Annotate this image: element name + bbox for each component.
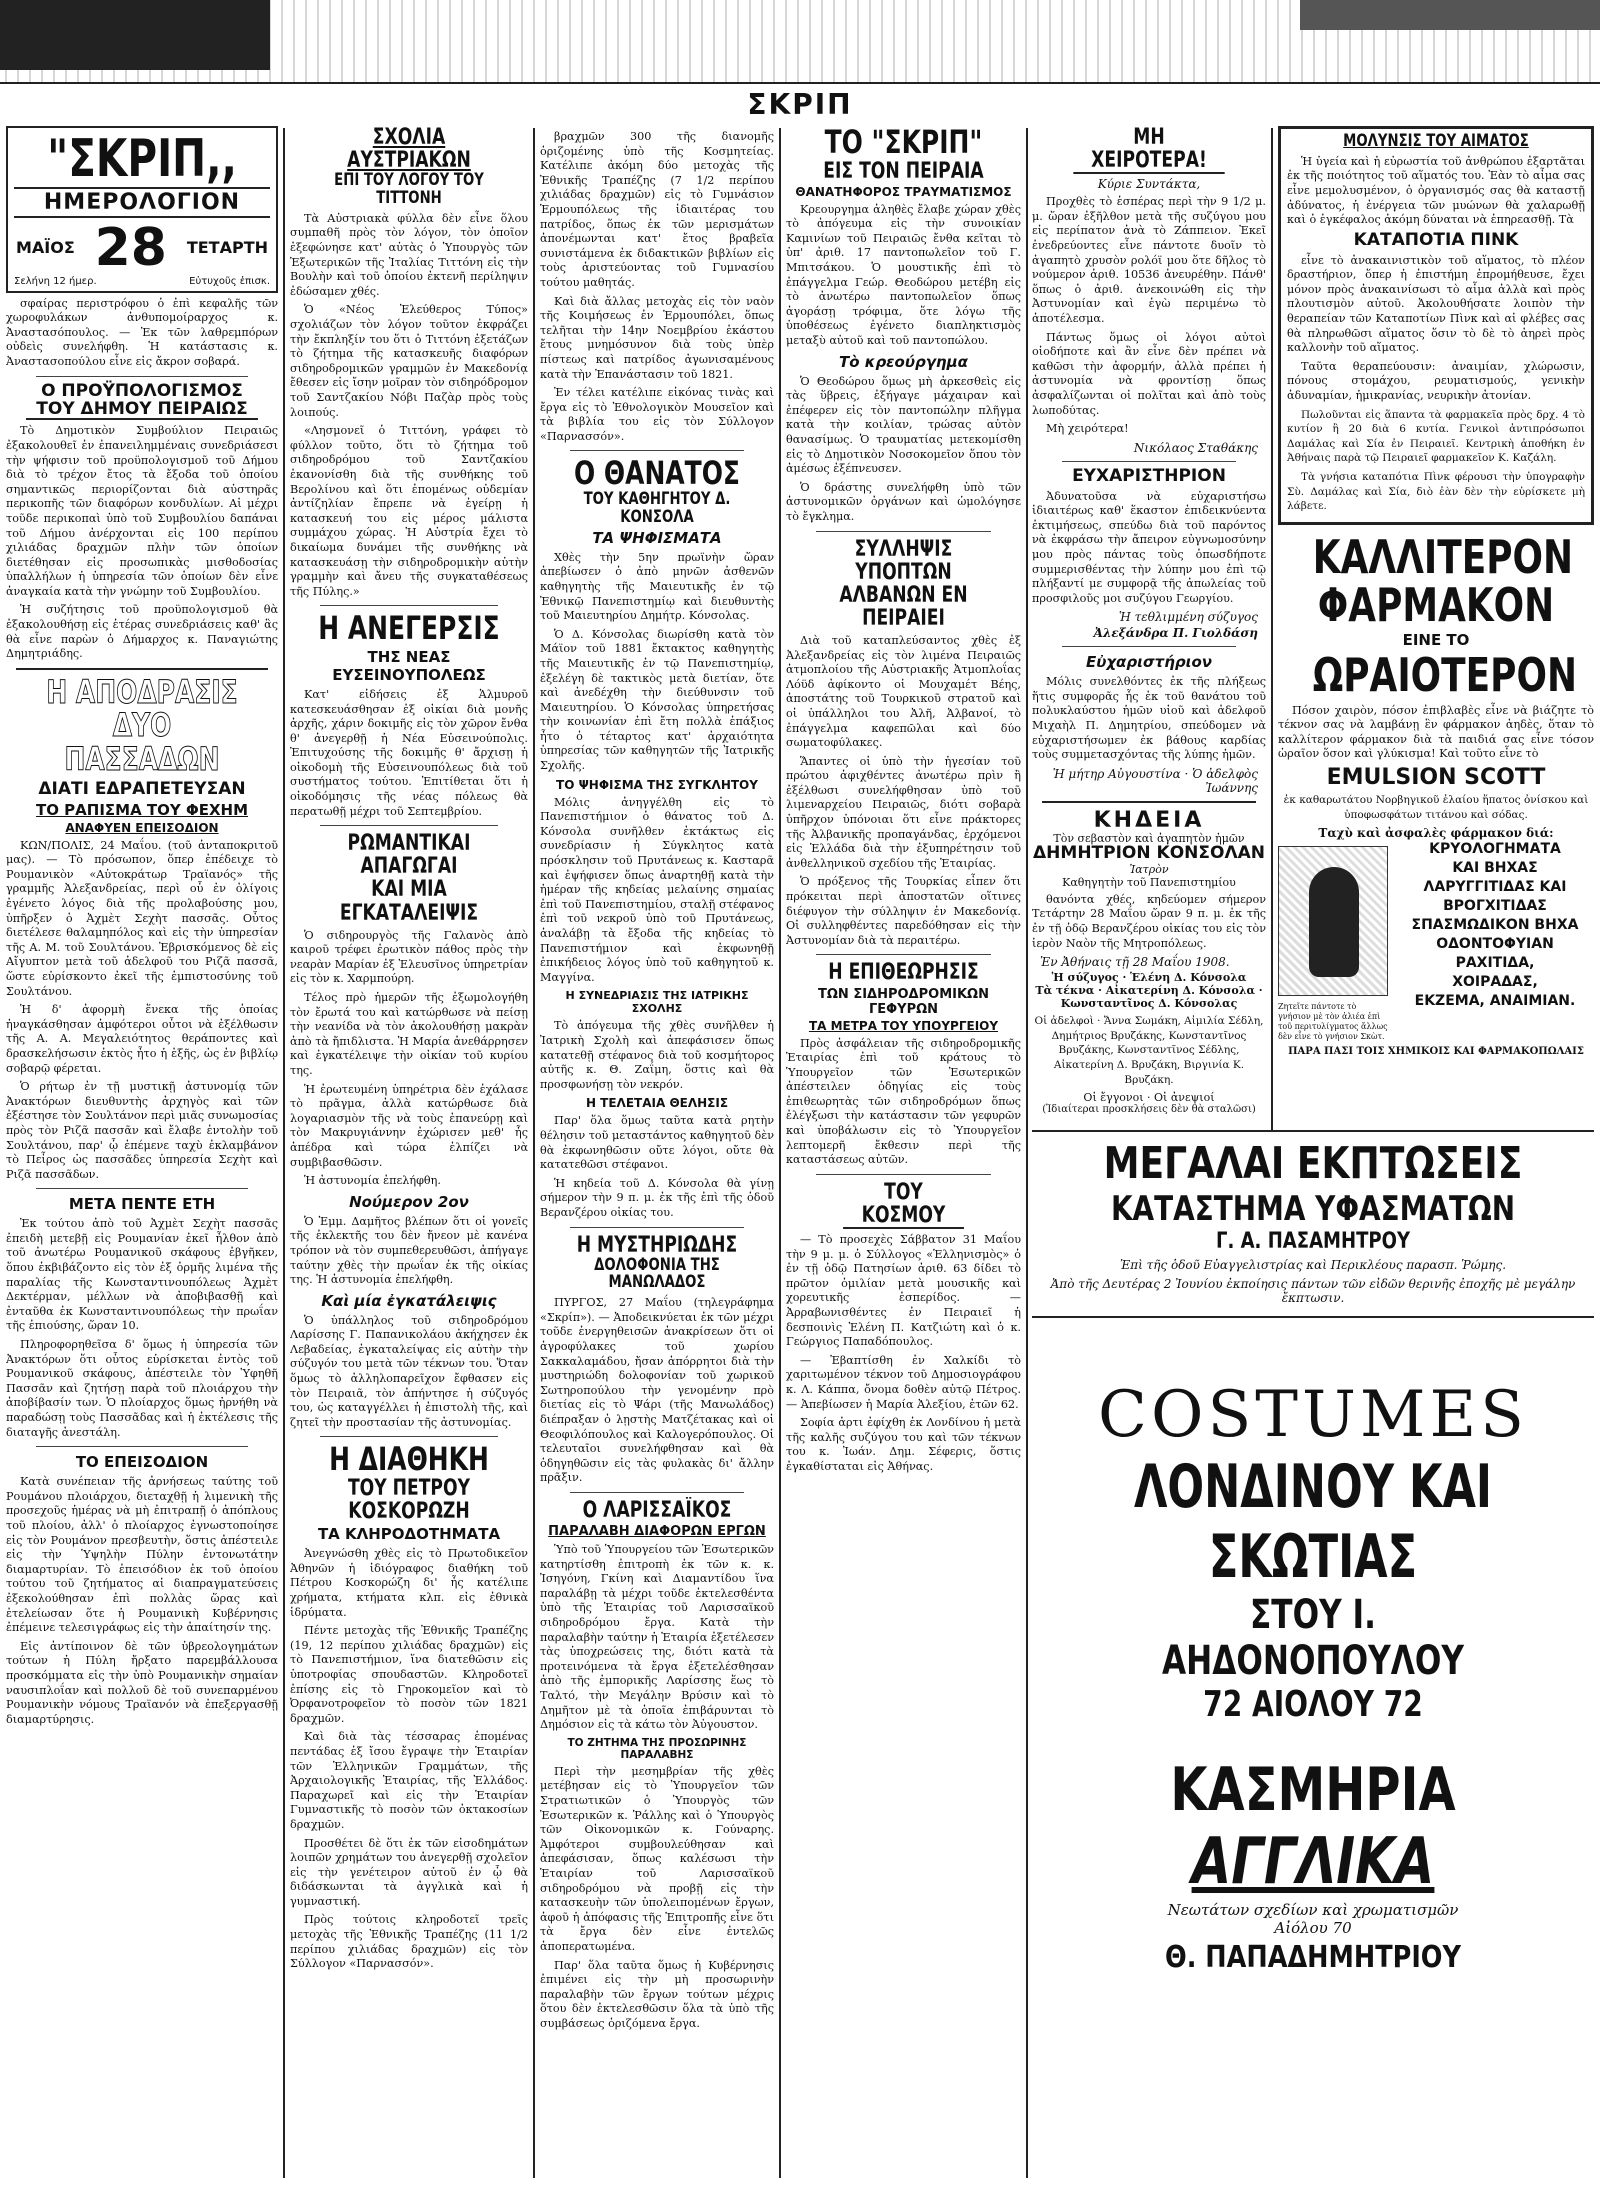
divider <box>570 1227 744 1228</box>
funeral-text: θανόντα χθές, κηδεύομεν σήμερον Τετάρτην 28 Μαΐου ὥραν 9 π. μ. ἐκ τῆς ἐν τῇ ὁδῷ Βερανζέρου οἰκίας του εἰς τὸν ἱερὸν Ναὸν τῆς Μητροπόλεως. <box>1032 892 1266 950</box>
funeral-kin: Οἱ ἔγγονοι · Οἱ ἀνεψιοί <box>1083 1091 1215 1105</box>
article-text: Καὶ διὰ τὰς τέσσαρας ἑπομένας πεντάδας ἐξ ἴσου ἔγραψε τὴν Ἑταιρίαν τῶν Ἑλληνικῶν Γραμμάτων, τῆς Ἀρχαιολογικῆς Ἑταιρίας, τῆς Ἑλλάδος. Παραχωρεῖ καὶ εἰς τὴν Ἑταιρίαν Γυμναστικῆς τὸ ποσὸν τῶν ὀκτακοσίων δραχμῶν. <box>290 1730 528 1831</box>
article-text: Εἰς ἀντίποινον δὲ τῶν ὑβρεολογημάτων τούτων ἡ Πύλη ἤρξατο παρεμβάλλουσα προσκόμματα εἰς τὴν ὑπὸ Ρουμανικὴν σημαίαν ναυσιπλοΐαν καὶ πολλοῦ δὲ τοῦ συνεπαρμένου Ρουμανικὴν νόμους Τραϊανόν νὰ ἐπεξεργασθῇ διαμαρτύρησις. <box>6 1639 278 1726</box>
scott-fisherman-figure <box>1278 840 1388 1042</box>
article-text: — Τὸ προσεχὲς Σάββατον 31 Μαΐου τὴν 9 μ. μ. ὁ Σύλλογος «Ἑλληνισμὸς» ὁ ἐν τῇ ὁδῷ Πατησίων ἀριθ. 63 δίδει τὸ πρῶτον ὁμιλίαν μετὰ μουσικῆς καὶ χορευτικῆς ἑσπερίδος. — Ἀρραβωνισθέντες ἐν Πειραιεῖ ἡ δεσποινὶς Ἑλένη Π. Κατζιώτη καὶ ὁ κ. Γεώργιος Παπαδόπουλος. <box>786 1233 1021 1349</box>
article-text: Ἡ ἀστυνομία ἐπελήφθη. <box>304 1174 441 1188</box>
article-text: Ἡ κηδεία τοῦ Δ. Κόνσολα θὰ γίνῃ σήμερον τὴν 9 π. μ. ἐκ τῆς ἐπὶ τῆς ὁδοῦ Βερανζέρου οἰκίας του. <box>540 1176 774 1219</box>
divider <box>320 825 498 826</box>
day-number: 28 <box>94 217 167 278</box>
letter-text: Προχθὲς τὸ ἑσπέρας περὶ τὴν 9 1/2 μ. μ. ὥραν ἐξῆλθον μετὰ τῆς συζύγου μου εἰς περίπατον ἀνὰ τὸ Ζάππειον. Ἐκεῖ ἐνεδρεύοντες εἶνε πάντοτε δυοῖν τὸ ἀγαπητὸ χρυσὸν ρολόϊ μου ὅτε δῆλος τὸ νούμερον ἀριθ. 10536 ἀνευρέθην. Πάνθ' ὅπως ὁ ἀριθ. ἀνεκοινώθη εἰς τὴν Ἀστυνομίαν καὶ ἐγὼ περιμένω τὸ ἀποτέλεσμα. <box>1032 195 1266 325</box>
article-text: Τέλος πρὸ ἡμερῶν τῆς ἐξωμολογήθη τὸν ἔρωτά του καὶ κατώρθωσε νὰ πείσῃ τὴν νεανίδα νὰ τὸν ἀκολουθήσῃ μακρὰν ἀπὸ τὰ ἤπιδλιστα. Ἡ Μαρία ἀνεθάρρησεν καὶ ἐγκατέλειψε τὴν οἰκίαν τοῦ κυρίου της. <box>290 991 528 1077</box>
subhead-senate: ΤΟ ΨΗΦΙΣΜΑ ΤΗΣ ΣΥΓΚΛΗΤΟΥ <box>556 777 758 792</box>
article-text: Ὁ σιδηρουργὸς τῆς Γαλανὸς ἀπὸ καιροῦ τρέφει ἐρωτικὸν πάθος πρὸς τὴν νεαρὰν Μαρίαν ἐξ Ἐλευσῖνος ὑπηρετρίαν εἰς τὸν κ. Χαρμπούρη. <box>290 928 528 986</box>
headline-escape: Η ΑΠΟΔΡΑΣΙΣ <box>46 672 238 711</box>
subhead-abandonment: Καὶ μία ἐγκατάλειψις <box>321 1291 497 1310</box>
text-is-the: ΕΙΝΕ ΤΟ <box>1402 631 1470 650</box>
article-text: Μόλις ἀνηγγέλθη εἰς τὸ Πανεπιστήμιον ὁ θάνατος τοῦ Δ. Κόνσολα συνῆλθεν ἐκτάκτως εἰς συνεδρίασιν ἡ Σύγκλητος κατὰ πρόσκλησιν τοῦ Πρυτάνεως κ. Κασταρᾶ καὶ ἐψήφισεν ὅπως ἀναρτηθῇ κατὰ τὴν ἡμέραν τῆς κηδείας μελαίνης σημαίας ἐπὶ τοῦ Πανεπιστημίου, σταλῇ στέφανος ἐπὶ τοῦ νεκροῦ ὑπὸ τοῦ Πρυτάνεως, ἀναλάβῃ τὰ ἔξοδα τῆς κηδείας τὸ Πανεπιστήμιον καὶ ἐκφωνηθῇ ἐπικήδειος λόγος ὑπὸ τοῦ καθηγητοῦ κ. Μαγγίνα. <box>540 795 774 984</box>
headline-escape-2: ΔΥΟ ΠΑΣΣΑΔΩΝ <box>64 706 220 779</box>
subhead-five-years: ΜΕΤΑ ΠΕΝΤΕ ΕΤΗ <box>68 1195 216 1214</box>
scan-shadow-left <box>0 0 270 70</box>
article-text: Χθὲς τὴν 5ην πρωϊνὴν ὥραν ἀπεβίωσεν ὁ ἀπὸ μηνῶν ἀσθενῶν καθηγητὴς τῆς Μαιευτικῆς ἐν τῷ Ἐθνικῷ Πανεπιστημίῳ καὶ διευθυντὴς τοῦ Μαιευτηρίου Δημήτρ. Κόνσολας. <box>540 550 774 623</box>
subhead-works: ΠΑΡΑΛΑΒΗ ΔΙΑΦΟΡΩΝ ΕΡΓΩΝ <box>548 1524 766 1540</box>
article-text: — Ἐβαπτίσθη ἐν Χαλκίδι τὸ χαριτωμένον τέκνον τοῦ Δημοσιογράφου κ. Λ. Κάππα, ὄνομα δοθὲν αὐτῷ Πέτρος. — Ἀπεβίωσεν ἡ Μαρία Ἀλεξίου, ἐτῶν 62. <box>786 1353 1021 1411</box>
subhead-last-wish: Η ΤΕΛΕΤΑΙΑ ΘΕΛΗΣΙΣ <box>585 1096 729 1111</box>
scott-sold-at: ΠΑΡΑ ΠΑΣΙ ΤΟΙΣ ΧΗΜΙΚΟΙΣ ΚΑΙ ΦΑΡΜΑΚΟΠΩΛΑΙΣ <box>1288 1046 1584 1058</box>
funeral-role-2: Καθηγητὴν τοῦ Πανεπιστημίου <box>1062 875 1236 889</box>
column-6 <box>1278 126 1594 1116</box>
article-text: Ἅπαντες οἱ ὑπὸ τὴν ἡγεσίαν τοῦ πρώτου ἀφιχθέντες ἀνωτέρω πρὶν ἢ ἐξέλθωσι συνελήφθησαν ὑπὸ τοῦ λιμεναρχείου Πειραιῶς, διότι σοβαρὰ ὑπῆρχον ὑπόνοιαι ὅτι εἶνε πράκτορες τῆς Ἀλβανικῆς προπαγάνδας, ἐρχόμενοι εἰς Ἑλλάδα διὰ τὴν ἐξυπηρέτησιν τοῦ ἀνθελληνικοῦ σχεδίου τῆς Ἑταιρίας. <box>786 754 1021 870</box>
subhead-provisional: ΤΟ ΖΗΤΗΜΑ ΤΗΣ ΠΡΟΣΩΡΙΝΗΣ ΠΑΡΑΛΑΒΗΣ <box>567 1736 747 1761</box>
advert-text: Πόσον χαιρὸν, πόσον ἐπιβλαβὲς εἶνε νὰ βιάζητε τὸ τέκνον σας νὰ λαμβάνῃ ἓν φάρμακον ἀηδὲς, ὅταν τὸ καλλίτερον φάρμακον διὰ τὰ παιδιά σας εἶνε τόσον ὡραῖον ὅσον καὶ γλύκισμα! Καὶ τοῦτο εἶνε τὸ <box>1278 703 1594 761</box>
advert-blood <box>1278 126 1594 525</box>
funeral-note: (Ἰδιαίτεραι προσκλήσεις δὲν θὰ σταλῶσι) <box>1042 1104 1256 1116</box>
article-text: Ὁ «Νέος Ἐλεύθερος Τύπος» σχολιάζων τὸν λόγον τοῦτον ἐκφράζει τὴν ἔκπληξίν του ὅτι ὁ Τιττόνη ἐξετάζων τὸ ζήτημα τῆς κατασκευῆς διαφόρων σιδηροδρομικῶν γραμμῶν ἐν Μακεδονίᾳ ἔθεσεν εἰς ἴσην μοῖραν τὸν σιδηρόδρομον τοῦ Σαντζακίου Νόβι Παζὰρ πρὸς τοὺς λοιπούς. <box>290 303 528 419</box>
page-torn-top-strip <box>0 0 1600 84</box>
headline-will-sub: ΤΟΥ ΠΕΤΡΟΥ ΚΟΣΚΟΡΩΖΗ <box>347 1476 471 1525</box>
headline-larissa: Ο ΛΑΡΙΣΣΑΪΚΟΣ <box>582 1498 732 1523</box>
store-owner: Γ. Α. ΠΑΣΑΜΗΤΡΟΥ <box>1215 1229 1411 1254</box>
scott-ailment-item: ΣΠΑΣΜΩΔΙΚΟΝ ΒΗΧΑ <box>1411 917 1579 934</box>
article-text: Κατὰ συνέπειαν τῆς ἀρνήσεως ταύτης τοῦ Ρουμάνου πλοιάρχου, διεταχθῇ ἡ λιμενικὴ τῆς προσεχοῦς ἡμέρας νὰ μὴ ἐπιτραπῇ ὁ ἀπόπλους τοῦ πλοίου, ἀλλ' ὁ πλοίαρχος ἐγνωστοποίησε εἰς τὸν Ρουμάνον πρεσβευτὴν, ὅστις ἀπέστειλε εἰς τὴν Ὑψηλὴν Πύλην ἐντονωτάτην διαμαρτυρίαν. Τὸ ἐπεισόδιον ἐκ τοῦ ὁποίου τούτου τοῦ ζητήματος αἱ διαπραγματεύσεις ἐξεκολούθησαν ἐπὶ πολλὰς ὥρας καὶ ἐτελείωσαν ὅτε ἡ Ρουμανικὴ Κυβέρνησις ἐπέμεινε τελεσιγράφως εἰς τὴν ἀπαίτησίν της. <box>6 1475 278 1635</box>
funeral-name: ΔΗΜΗΤΡΙΟΝ ΚΟΝΣΟΛΑΝ <box>1033 842 1265 863</box>
article-text: Καὶ διὰ ἄλλας μετοχὰς εἰς τὸν ναὸν τῆς Κοιμήσεως ἐν Ἑρμουπόλει, ὅπως τελῆται τὴν 14ην Νοεμβρίου ἑκάστου ἔτους μνημόσυνον διὰ τοὺς ὑπὲρ πίστεως καὶ πατρίδος ἀγωνισαμένους κατὰ τὴν Ἐπανάστασιν τοῦ 1821. <box>540 294 774 381</box>
article-text: Τὸ Δημοτικὸν Συμβούλιον Πειραιῶς ἐξακολουθεῖ ἐν ἐπανειλημμέναις συνεδριάσεσι τὴν ψήφισιν τοῦ προϋπολογισμοῦ τοῦ Δήμου διὰ τὸ τρέχον ἔτος τὰ ἔξοδα τοῦ ὁποίου σημαντικῶς περιορίζονται διὰ αὐστηρᾶς περικοπῆς τῶν διαφόρων κονδυλίων. Αἱ μέχρι τοῦδε περικοπαὶ ὑπὸ τοῦ Συμβουλίου δαπάναι τοῦ Δήμου ἀνέρχονται εἰς 100 περίπου χιλιάδας δραχμῶν πλὴν τῶν ὁποίων διετέθησαν εἰς προσωπικὰς μισθοδοσίας ὑπαλλήλων ἡ ὑπηρεσία τῶν ὁποίων δὲν εἶνε ἀναγκαία κατὰ τὴν γνώμην τοῦ Συμβουλίου. <box>6 424 278 598</box>
scott-ad-body <box>1278 840 1594 1042</box>
scott-ailment-item: ΟΔΟΝΤΟΦΥΙΑΝ <box>1436 936 1554 953</box>
divider <box>570 1492 744 1493</box>
funeral-wife: Ἡ σύζυγος · Ἑλένη Δ. Κόνσολα <box>1051 971 1247 985</box>
funeral-date: Ἐν Ἀθήναις τῇ 28 Μαΐου 1908. <box>1040 955 1230 970</box>
divider <box>1032 1316 1594 1318</box>
article-text: Ὁ Θεοδώρου ὅμως μὴ ἀρκεσθεὶς εἰς τὰς ὕβρεις, ἐξήγαγε μάχαιραν καὶ ἐπέφερεν εἰς τὸν παντοπώλην πλῆγμα κατὰ τὴν κοιλίαν, τρώσας αὐτὸν θανασίμως. Ὁ τραυματίας μετεκομίσθη εἰς τὸ Δημοτικὸν Νοσοκομεῖον ὅπου τὸν ἀμέσως ἐξέπνευσεν. <box>786 374 1021 476</box>
scott-ailment-item: ΚΡΥΟΛΟΓΗΜΑΤΑ <box>1429 841 1561 858</box>
shop-address: 72 ΑΙΟΛΟΥ 72 <box>1203 1683 1423 1725</box>
scott-ailment-item: ΕΚΖΕΜΑ, ΑΝΑΙΜΙΑΝ. <box>1414 993 1576 1010</box>
article-text: ΚΩΝ/ΠΟΛΙΣ, 24 Μαΐου. (τοῦ ἀνταποκριτοῦ μας). — Τὸ πρόσωπον, ὅπερ ἐπέδειχε τὸ Ρουμανικὸν «Αὐτοκράτωρ Τραϊανός» τῆς γραμμῆς Ἀλεξανδρείας, περὶ οὗ ἐν ὀλίγοις ἐγένετο λόγος διὰ τῆς προλαβούσης μου, ὑπῆρξεν ὁ Ἀχμὲτ Σεχὴτ πασσᾶς. Οὗτος διετέλεσε θαλαμηπόλος καὶ εἰς τὴν ὑπηρεσίαν τῆς Α. Μ. τοῦ Σουλτάνου. Ἐβρισκόμενος δὲ εἰς Αἴγυπτον μετὰ τοῦ ἀδελφοῦ του Ριζᾶ πασσᾶ, ὥστε εὑρίσκοντο ἐκεῖ τῆς ἐμπιστοσύνης τοῦ Σουλτάνου. <box>6 838 278 998</box>
scott-ailment-item: ΚΑΙ ΒΗΧΑΣ <box>1452 860 1538 877</box>
subhead-medical-school: Η ΣΥΝΕΔΡΙΑΣΙΣ ΤΗΣ ΙΑΤΡΙΚΗΣ ΣΧΟΛΗΣ <box>565 989 749 1016</box>
divider <box>1032 1130 1594 1132</box>
article-text: Κρεουργημα ἀληθὲς ἔλαβε χώραν χθὲς τὸ ἀπόγευμα εἰς τὴν συνοικίαν Καμινίων τοῦ Πειραιῶς ἔνθα κεῖται τὸ ὑπ' ἀριθ. 17 παντοπωλεῖον τοῦ Γ. Μπιτσάκου. Ὁ μουστικῆς ἐπὶ τὸ ἐπάγγελμα Γεώρ. Θεοδώρου μετέβη εἰς τὸ ἀνωτέρω παντοπωλεῖον ὅπως ἀγοράσῃ τρόφιμα, ὅτε λόγω τῆς ὑποθέσεως ἐγένετο διαπληκτισμὸς μεταξὺ αὐτοῦ καὶ τοῦ παντοπώλου. <box>786 202 1021 348</box>
article-text: Περὶ τὴν μεσημβρίαν τῆς χθὲς μετέβησαν εἰς τὸ Ὑπουργεῖον τῶν Στρατιωτικῶν ὁ Ὑπουργὸς τῶν Ἐσωτερικῶν κ. Ῥάλλης καὶ ὁ Ὑπουργὸς τῶν Οἰκονομικῶν κ. Γούναρης. Ἀμφότεροι συμβουλεύθησαν καὶ ἀπεφάσισαν, ὅπως καλέσωσι τὴν Ἑταιρίαν τοῦ Λαρισσαϊκοῦ σιδηροδρόμου νὰ προβῇ εἰς τὴν κατασκευὴν τῶν ὑπολειπομένων ἔργων, ἀφοῦ ἡ ἀπόφασις τῆς Ἐπιτροπῆς εἶνε ὅτι τὰ ἔργα δὲν εἶνε ἐντελῶς ἀποπερατωμένα. <box>540 1764 774 1953</box>
scott-ailment-item: ΡΑΧΙΤΙΔΑ, <box>1455 955 1535 972</box>
headline-skrip-piraeus-sub: ΕΙΣ ΤΟΝ ΠΕΙΡΑΙΑ <box>823 158 984 184</box>
subhead-resolutions: ΤΑ ΨΗΦΙΣΜΑΤΑ <box>592 528 722 547</box>
subhead-incident: ΑΝΑΦΥΕΝ ΕΠΕΙΣΟΔΙΟΝ <box>65 820 219 835</box>
scott-ailments-list <box>1396 840 1594 1011</box>
calendar-box <box>6 126 278 293</box>
headline-erection: Η ΑΝΕΓΕΡΣΙΣ <box>318 609 500 648</box>
divider <box>816 1174 991 1175</box>
headline-austrian-sub: ΕΠΙ ΤΟΥ ΛΟΓΟΥ ΤΟΥ ΤΙΤΤΟΝΗ <box>334 170 484 209</box>
article-text: Ὁ πρόξενος τῆς Τουρκίας εἶπεν ὅτι πρόκειται περὶ ἀποστατῶν οἵτινες διέφυγον τὴν σύλληψιν ἐν Μακεδονίᾳ. Οἱ συλληφθέντες παρεδόθησαν εἰς τὴν Ἀστυνομίαν διὰ τὰ περαιτέρω. <box>786 875 1021 947</box>
date-row <box>16 217 268 278</box>
emulsion-scott-name: EMULSION SCOTT <box>1326 765 1546 791</box>
column-rule <box>1026 128 1028 2178</box>
headline-death-sub: ΤΟΥ ΚΑΘΗΓΗΤΟΥ Δ. ΚΟΝΣΟΛΑ <box>583 489 731 527</box>
newspaper-masthead: ΣΚΡΙΠ <box>747 88 853 121</box>
scott-cures-label: Ταχὺ καὶ ἀσφαλὲς φάρμακον διά: <box>1318 826 1554 841</box>
advert-text: Ταῦτα θεραπεύουσιν: ἀναιμίαν, χλώρωσιν, πόνους στομάχου, ρευματισμούς, γενικὴν ἀδυναμίαν, ἡμικρανίας, νευρικὴν ἀτονίαν. <box>1287 359 1585 402</box>
headline-mystery: Η ΜΥΣΤΗΡΙΩΔΗΣ <box>576 1232 738 1258</box>
article-text: ΠΥΡΓΟΣ, 27 Μαΐου (τηλεγράφημα «Σκρίπ»). — Ἀποδεικνύεται ἐκ τῶν μέχρι τοῦδε ἐνεργηθεισῶν ἀνακρίσεων ὅτι οἱ ἀγροφύλακες τοῦ χωρίου Σακκαλαμάδου, ἤσαν ἀπόρρητοι διὰ τὴν μυστηριώδη δολοφονίαν τοῦ χωρικοῦ Σωτηροπούλου τὴν γενομένην πρὸ διετίας εἰς τὸ Ψάρι (τῆς Μανωλάδος) διέπραξαν ὁ λῃστὴς Ματζέτακας καὶ οἱ Θεοφιλόπουλος καὶ Καλογερόπουλος. Οἱ τελευταῖοι συνελήφθησαν καὶ θὰ ὁδηγηθῶσιν εἰς τὰς φυλακὰς δι' ἄλλην πρᾶξιν. <box>540 1296 774 1485</box>
scott-ailment-item: ΒΡΟΓΧΙΤΙΔΑΣ <box>1443 898 1547 915</box>
funeral-intro: Τὸν σεβαστὸν καὶ ἀγαπητὸν ἡμῶν <box>1053 831 1245 845</box>
article-text: βραχμῶν 300 τῆς διανομῆς ὁριζομένης ὑπὸ τῆς Κοσμητείας. Κατέλιπε ἀκόμη δύο μετοχὰς τῆς Ἐθνικῆς Τραπέζης (7 1/2 περίπου χιλιάδας δραχμῶν) εἰς τὸ Γυμνάσιον Ἑρμουπόλεως τῆς ἰδιαιτέρας του πατρίδος, ὅπως ἐκ τῶν μερισμάτων ἀπονέμωνται κατ' ἔτος βραβεῖα συνιστάμενα ἐκ διδακτικῶν βιβλίων εἰς τοὺς ἀριστεύοντας τοῦ Γυμνασίου τούτου μαθητάς. <box>540 130 774 289</box>
sale-headline: ΜΕΓΑΛΑΙ ΕΚΠΤΩΣΕΙΣ <box>1103 1138 1523 1189</box>
subhead-escape: ΔΙΑΤΙ ΕΔΡΑΠΕΤΕΥΣΑΝ <box>38 778 246 799</box>
bottom-ads-area <box>1032 1130 1594 2180</box>
divider <box>320 1436 498 1437</box>
article-text: Πρὸς ἀσφάλειαν τῆς σιδηροδρομικῆς Ἐταιρίας ἐπὶ τοῦ κράτους τὸ Ὑπουργεῖον τῶν Ἐσωτερικῶν ἀπέστειλεν ὁδηγίας εἰς τοὺς ἐπιθεωρητὰς τῶν σιδηροδρόμων ὅπως ἐλέγξωσι τὴν κατάστασιν τῶν γεφυρῶν καὶ ὑποβάλωσιν εἰς τὸ Ὑπουργεῖον λεπτομερῆ ἔκθεσιν περὶ τῆς καταστάσεως αὐτῶν. <box>786 1036 1021 1167</box>
fisherman-illustration <box>1278 846 1388 996</box>
article-text: Ὁ Δ. Κόνσολας διωρίσθη κατὰ τὸν Μάϊον τοῦ 1881 ἔκτακτος καθηγητὴς τῆς Μαιευτικῆς ἐν τῷ Πανεπιστημίῳ, ἐξελέγη δὲ τακτικὸς μετὰ διετίαν, ὅτε καὶ ἀνεδέχθη τὴν διεύθυνσιν τοῦ Μαιευτηρίου. Ὁ Κόνσολας ὑπηρετήσας τὴν κοινωνίαν ἐπὶ ἔτη πολλὰ ἐπάξιος ἦτο ὁ τέταρτος κατ' ἀρχαιότητα ὑπηρεσίας τῶν καθηγητῶν τῆς Ἰατρικῆς Σχολῆς. <box>540 627 774 773</box>
shop-name: ΣΤΟΥ Ι. ΑΗΔΟΝΟΠΟΥΛΟΥ <box>1161 1591 1465 1684</box>
article-text: Ἀνεγνώσθη χθὲς εἰς τὸ Πρωτοδικεῖον Ἀθηνῶν ἡ ἰδιόγραφος διαθήκη τοῦ Πέτρου Κοσκορώζη δι' ἧς κατέλιπε χρήματα, κτήματα κλπ. εἰς ἐθνικὰ ἱδρύματα. <box>290 1547 528 1619</box>
store-headline: ΚΑΤΑΣΤΗΜΑ ΥΦΑΣΜΑΤΩΝ <box>1110 1189 1516 1229</box>
divider <box>816 954 991 955</box>
headline-best: ΚΑΛΛΙΤΕΡΟΝ <box>1312 529 1574 584</box>
article-text: Πληροφορηθεῖσα δ' ὅμως ἡ ὑπηρεσία τῶν Ἀνακτόρων ὅτι οὗτος εὑρίσκεται ἐντὸς τοῦ Ρουμανικοῦ σκάφους, ἀπέστειλε τὸν Ὑφηθῆ Πασσᾶν καὶ ζητήσῃ παρὰ τοῦ πλοιάρχου τὴν ἀποβίβασίν των. Ὁ πλοίαρχος ὅμως ἠρνήθη νὰ παραδώσῃ τοὺς Πασσᾶδας καὶ ἡ ἐκτέλεσις τῆς διαταγῆς ἀνεστάλη. <box>6 1338 278 1439</box>
article-text: Πέντε μετοχὰς τῆς Ἐθνικῆς Τραπέζης (19, 12 περίπου χιλιάδας δραχμῶν) εἰς τὸ Πανεπιστήμιον, ἵνα διατεθῶσιν εἰς ὑποτροφίας σπουδαστῶν. Κληροδοτεῖ ἐπίσης εἰς τὸ Γηροκομεῖον καὶ τὸ Ὀρφανοτροφεῖον τὸ ποσὸν τῶν 1821 δραχμῶν. <box>290 1624 528 1725</box>
article-text: Ἡ συζήτησις τοῦ προϋπολογισμοῦ θὰ ἐξακολουθήσῃ εἰς ἑτέρας συνεδριάσεις καθ' ἃς θὰ εἶνε παρὼν ὁ Δήμαρχος κ. Παναγιώτης Δημητριάδης. <box>6 603 278 661</box>
column-1 <box>6 126 278 2180</box>
headline-mystery-sub: ΔΟΛΟΦΟΝΙΑ ΤΗΣ ΜΑΝΩΛΑΔΟΣ <box>594 1254 720 1293</box>
divider <box>36 1188 248 1189</box>
subhead-knifing: Τὸ κρεούργημα <box>839 352 968 371</box>
headline-death: Ο ΘΑΝΑΤΟΣ <box>574 454 740 493</box>
divider <box>1042 801 1256 803</box>
article-text: Τὰ Αὐστριακὰ φύλλα δὲν εἶνε ὅλου συμπαθῆ πρὸς τὸν λόγον, τὸν ὁποῖον ἐξεφώνησε κατ' αὐτὰς ὁ Ὑπουργὸς τῶν Ἐξωτερικῶν τῆς Ἰταλίας Τιττόνη εἰς τὴν Βουλὴν καὶ τοῦ ὁποίου ἐκτενῆ περίληψιν ἐδώσαμεν χθές. <box>290 211 528 298</box>
headline-romance-sub: ΚΑΙ ΜΙΑ ΕΓΚΑΤΑΛΕΙΨΙΣ <box>339 877 479 926</box>
costumes-headline: COSTUMES <box>1098 1377 1528 1452</box>
scott-caption: Ζητεῖτε πάντοτε τὸ γνήσιον μὲ τὸν ἁλιέα ἐπὶ τοῦ περιτυλίγματος ἄλλως δὲν εἶνε τὸ γνήσιον Σκὼτ. <box>1278 1002 1388 1042</box>
pink-pills-name: ΚΑΤΑΠΟΤΙΑ ΠΙΝΚ <box>1353 229 1519 250</box>
advert-text: Ἡ ὑγεία καὶ ἡ εὐρωστία τοῦ ἀνθρώπου ἐξαρτᾶται ἐκ τῆς ποιότητος τοῦ αἵματός του. Ἐὰν τὸ αἷμα σας εἶνε μεμολυσμένον, ὁ ὀργανισμός σας θὰ καταστῇ ἀδύνατος, ἡ ἐνέργεια τῶν μυώνων θὰ χαλαρωθῇ καὶ ὁ ἐγκέφαλος ἀκόμη δύναται νὰ ἐπηρεασθῇ. Τὰ <box>1287 154 1585 227</box>
letter-text: Πάντως ὅμως οἱ λόγοι αὐτοὶ οἰοδήποτε καὶ ἂν εἶνε δὲν πρέπει νὰ καθῶσι τὴν ἀφορμήν, ἀλλὰ πρέπει ἡ ἀστυνομία νὰ φροντίσῃ ὅπως ἀσφαλίζωνται οἱ πολῖται καὶ ἀπὸ τοὺς λωποδύτας. <box>1032 330 1266 417</box>
headline-skrip-piraeus: ΤΟ "ΣΚΡΙΠ" <box>824 126 983 161</box>
scott-ailment-item: ΧΟΙΡΑΔΑΣ, <box>1452 974 1538 991</box>
article-text: Σοφία ἀρτι ἐφίχθη ἐκ Λονδίνου ἡ μετὰ τῆς καλῆς συζύγου του καὶ τῶν τέκνων του κ. Ἰωάν. Δημ. Σέφερις, ὅστις ἐγκαθίσταται εἰς Ἀθήνας. <box>786 1416 1021 1473</box>
column-3 <box>540 126 774 2180</box>
article-text: Διὰ τοῦ καταπλεύσαντος χθὲς ἐξ Ἀλεξανδρείας εἰς τὸν λιμένα Πειραιῶς ἀτμοπλοίου τῆς Αὐστριακῆς Ἀτμοπλοΐας Λόϋδ ἀφίκοντο οἱ Μουχαμέτ Βέης, ἀποστάτης τοῦ Τουρκικοῦ στρατοῦ καὶ οἱ ὑπάλληλοι του Ἀλῆ, Ἀλβανοί, τὸ ἐπάγγελμα καφεπῶλαι καὶ δύο σωματοφύλακες. <box>786 633 1021 750</box>
article-text: Παρ' ὅλα ταῦτα ὅμως ἡ Κυβέρνησις ἐπιμένει εἰς τὴν μὴ προσωρινὴν παραλαβὴν τῶν ἔργων τούτων μέχρις ὅτου δὲν ἐκτελεσθῶσιν ὅλα τὰ ὑπὸ τῆς συμβάσεως ὁριζόμενα ἔργα. <box>540 1958 774 2030</box>
column-rule <box>283 128 285 2178</box>
divider <box>36 376 248 377</box>
headline-medicine: ΦΑΡΜΑΚΟΝ <box>1317 578 1555 633</box>
letter-signature: Νικόλαος Σταθάκης <box>1133 440 1258 455</box>
notice-signature: Ἀλεξάνδρα Π. Γιολδάση <box>1093 626 1258 641</box>
article-text: Ἡ δ' ἀφορμὴ ἕνεκα τῆς ὁποίας ἠναγκάσθησαν ἀμφότεροι οὗτοι νὰ ἐξέλθωσιν τῆς Α. Α. Μεγαλειότητος θεράποντες καὶ δρασκελήσωσιν ἐκτὸς ἦτο ἡ ἑξῆς, ὡς ἐν βιβλίῳ σοβαρῷ φέρεται. <box>6 1003 278 1075</box>
month-label: ΜΑΪΟΣ <box>16 238 75 258</box>
article-text: Ἐν τέλει κατέλιπε εἰκόνας τινὰς καὶ ἔργα εἰς τὸ Ἐθνολογικὸν Μουσεῖον καὶ τὰ βιβλία του εἰς τὸν Σύλλογον «Παρνασσόν». <box>540 386 774 443</box>
store-text: Ἀπὸ τῆς Δευτέρας 2 Ἰουνίου ἐκποίησις πάντων τῶν εἰδῶν θερινῆς ἐποχῆς μὲ μεγάλην ἔκπτωσιν. <box>1050 1276 1576 1306</box>
article-text: Προσθέτει δὲ ὅτι ἐκ τῶν εἰσοδημάτων λοιπῶν χρημάτων του ἀνεγερθῇ σχολεῖον εἰς τὴν γενέτειρον αὐτοῦ ἐν ᾧ θὰ διδάσκωνται τὰ ἀγγλικὰ καὶ ἡ γυμναστική. <box>290 1836 528 1908</box>
headline-not-worse: ΜΗ ΧΕΙΡΟΤΕΡΑ! <box>1073 126 1224 174</box>
funeral-role: Ἰατρὸν <box>1129 862 1169 876</box>
advert-text: Πωλοῦνται εἰς ἅπαντα τὰ φαρμακεῖα πρὸς δρχ. 4 τὸ κυτίον ἢ 20 διὰ 6 κυτία. Γενικοὶ ἀντιπρόσωποι Δαμάλας καὶ Σία ἐν Πειραιεῖ. Κεντρικὴ ἀποθήκη ἐν Ἀθήναις παρὰ τῷ Πειραιεῖ φαρμακεῖον Κ. Καζάλη. <box>1287 408 1585 465</box>
letter-text: Μὴ χειρότερα! <box>1046 422 1129 436</box>
london-scotland-headline: ΛΟΝΔΙΝΟΥ ΚΑΙ ΣΚΩΤΙΑΣ <box>1133 1451 1492 1592</box>
saint-of-day: Εὐτυχοῦς ἐπισκ. <box>189 275 270 287</box>
article-text: Ὑπὸ τοῦ Ὑπουργείου τῶν Ἐσωτερικῶν κατηρτίσθη ἐπιτροπὴ ἐκ τῶν κ. κ. Ἰσηγόνη, Γκίνη καὶ Διαμαντίδου ἵνα παραλάβῃ τὰ μέχρι τοῦδε ἐκτελεσθέντα ὑπὸ τῆς Ἑταιρίας τοῦ Λαρισσαϊκοῦ σιδηροδρόμου ἔργα. Κατὰ τὴν παραλαβὴν ταύτην ἡ Ἑταιρία ἐξετέλεσεν τὰς ὑποχρεώσεις της, διότι κατὰ τὰ προτεινόμενα τὰ ἔργα ἐξετελέσθησαν ἀπὸ τῆς ἐμπορικῆς Λαρίσσης ἕως τὸ Ταλτό, τὴν Μεγάλην Βρύσιν καὶ τὸ Δημῆτον μὲ τὰ ὁποῖα ἐπιβάρυνται τὸ Δημόσιον εἰς τὰ κάτω τὸν Ἀὐγουστον. <box>540 1543 774 1732</box>
divider <box>816 531 991 532</box>
column-2 <box>290 126 528 2180</box>
headline-society: ΤΟΥ ΚΟΣΜΟΥ <box>843 1181 964 1229</box>
subhead-number-2: Νούμερον 2ον <box>349 1192 469 1211</box>
scan-shadow-right <box>1300 0 1600 30</box>
letter-greeting: Κύριε Συντάκτα, <box>1097 177 1201 192</box>
funeral-children: Τὰ τέκνα · Αἰκατερίνη Δ. Κόνσολα · Κωνσταντῖνος Δ. Κόνσολας <box>1035 984 1263 1011</box>
notice-signature: Ἡ μήτηρ Αὐγουστίνα · Ὁ ἀδελφὸς Ἰωάννης <box>1052 766 1258 795</box>
subhead-episode: ΤΟ ΕΠΕΙΣΟΔΙΟΝ <box>75 1453 209 1472</box>
headline-thanks: ΕΥΧΑΡΙΣΤΗΡΙΟΝ <box>1072 465 1226 486</box>
scott-ailment-item: ΛΑΡΥΓΓΙΤΙΔΑΣ ΚΑΙ <box>1423 879 1567 896</box>
subhead-legacies: ΤΑ ΚΛΗΡΟΔΟΤΗΜΑΤΑ <box>317 1525 501 1544</box>
article-text: Ἡ ἐρωτευμένη ὑπηρέτρια δὲν ἐχάλασε τὸ πρᾶγμα, ἀλλὰ κατώρθωσε διὰ λογαριασμὸν τῆς νὰ τοὺς ἐπανεύρῃ καὶ τὸν Μακρυγιάννην ἐχώρισεν μεθ' ἧς ἀπέδρα καὶ τώρα ἐλπίζει νὰ συμβιβασθῶσιν. <box>290 1082 528 1169</box>
headline-austrian: ΣΧΟΛΙΑ ΑΥΣΤΡΙΑΚΩΝ <box>347 126 471 174</box>
advert-text: εἶνε τὸ ἀνακαινιστικὸν τοῦ αἵματος, τὸ πλέον δραστήριον, ὅπερ ἡ ἐπιστήμη ἐπρομήθευσε, ἔχει μόνον πρὸς ἀνακαινίσωσι τὸ αἷμα ἀλλὰ καὶ πρὸς πλουτισμὸν αὐτοῦ. Ἀκολουθήσατε λοιπὸν τὴν θεραπείαν τῶν Καταποτίων Πὶνκ καὶ αἱ φλέβες σας θὰ πληρωθῶσι αἵματος ὅσιν τὸ δὲ τὸ ἀηρεὶ πρὸς καλλονὴν τοῦ αἵματος. <box>1287 253 1585 355</box>
headline-arrest-sub: ΑΛΒΑΝΩΝ ΕΝ ΠΕΙΡΑΙΕΙ <box>839 582 968 631</box>
article-text: Παρ' ὅλα ὅμως ταῦτα κατὰ ρητὴν θέλησιν τοῦ μεταστάντος καθηγητοῦ δὲν θὰ ἐκφωνηθῶσιν οὔτε λόγοι, οὔτε θὰ κατατεθῶσι στέφανοι. <box>540 1114 774 1172</box>
english-headline: ΑΓΓΛΙΚΑ <box>1191 1824 1435 1899</box>
article-text: Ὁ δράστης συνελήφθη ὑπὸ τῶν ἀστυνομικῶν ὀργάνων καὶ ὡμολόγησε τὸ ἔγκλημα. <box>786 480 1021 523</box>
article-text: Ὁ ὑπάλληλος τοῦ σιδηροδρόμου Λαρίσσης Γ. Παπανικολάου ἀκήχησεν ἐκ Λεβαδείας, ἐγκαταλείψας εἰς αὐτὴν τὴν σύζυγόν του μετὰ τῶν τέκνων του. Ὅταν ὅμως τὸ ἀλληλοπαρεῖχον ἔφθασεν εἰς τὸν Πειραιᾶ, τὸν ἀπήντησε ἡ σύζυγός του, ὡς καταγγέλλει ἡ ἐπιστολὴ τῆς, καὶ ζητεῖ τὴν προστασίαν τῆς ἀστυνομίας. <box>290 1313 528 1429</box>
article-text: σφαίρας περιστρόφου ὁ ἐπὶ κεφαλῆς τῶν χωροφυλάκων ἀνθυπομοίραρχος κ. Ἀναστασόπουλος. — Ἐκ τῶν λαθρεμπόρων οὐδεὶς συνελήφθη. Ἡ κατάστασις κ. Ἀναστασοπούλου εἶνε εἰς ἄκρον σοβαρά. <box>6 296 278 369</box>
subhead-fatal-wound: ΘΑΝΑΤΗΦΟΡΟΣ ΤΡΑΥΜΑΤΙΣΜΟΣ <box>795 184 1012 199</box>
weekday-label: ΤΕΤΑΡΤΗ <box>186 238 268 258</box>
subhead-slap: ΤΟ ΡΑΠΙΣΜΑ ΤΟΥ ΦΕΧΗΜ <box>35 800 249 819</box>
divider <box>36 1446 248 1447</box>
headline-budget: Ο ΠΡΟΫΠΟΛΟΓΙΣΜΟΣ <box>41 380 243 401</box>
moon-phase: Σελήνη 12 ήμερ. <box>14 275 97 287</box>
notice-text: Μόλις συνελθόντες ἐκ τῆς πλήξεως ἥτις συμφορᾶς ἧς ἐκ τοῦ θανάτου τοῦ πολυκλαύστου ἡμῶν υἱοῦ καὶ ἀδελφοῦ Μιχαὴλ Π. Δημητρίου, σπεύδομεν νὰ εὐχαριστήσωμεν ἐκ βάθους καρδίας τοὺς συμμετασχόντας τῆς λύπης ἡμῶν. <box>1032 675 1266 762</box>
store-address: Ἐπὶ τῆς ὁδοῦ Εὐαγγελιστρίας καὶ Περικλέους παρασπ. Ῥώμης. <box>1119 1258 1507 1272</box>
column-rule <box>779 128 781 2178</box>
headline-funeral: ΚΗΔΕΙΑ <box>1093 807 1205 833</box>
advert-text: Τὰ γνήσια καταπότια Πὶνκ φέρουσι τὴν ὑπογραφὴν Σὺ. Δαμάλας καὶ Σία, διὸ ἐὰν δὲν τὴν εὑρίσκετε μὴ λάβετε. <box>1287 470 1585 513</box>
headline-arrest: ΣΥΛΛΗΨΙΣ ΥΠΟΠΤΩΝ <box>854 536 953 585</box>
subhead-thanks-2: Εὐχαριστήριον <box>1086 653 1212 672</box>
headline-inspection-sub: ΤΩΝ ΣΙΔΗΡΟΔΡΟΜΙΚΩΝ ΓΕΦΥΡΩΝ <box>818 986 989 1017</box>
divider <box>320 605 498 606</box>
aiolou-address: Αἰόλου 70 <box>1274 1919 1352 1938</box>
paper-title: "ΣΚΡΙΠ,, <box>47 129 237 189</box>
article-text: Κατ' εἰδήσεις ἐξ Ἁλμυροῦ κατεσκευάσθησαν ἐξ οἰκίαι διὰ μονῆς ἀρχῆς, χάριν δοκιμῆς εἰς τὸν χῶρον ἔνθα θ' ἀνεγερθῇ ἡ Νέα Εὐσεινούπολις. Ἐπιτυχούσης τῆς δοκιμῆς θ' ἄρχισῃ ἡ οἰκοδομὴ τῆς Εὐσεινουπόλεως διὰ τοῦ συστήματος τούτου. Ἐπιτίθεται ὅτι ἡ οἰκοδόμησις τῆς νέας πόλεως θὰ περατωθῇ μέχρι τοῦ Σεπτεμβρίου. <box>290 687 528 818</box>
divider <box>1062 646 1236 647</box>
headline-erection-sub: ΤΗΣ ΝΕΑΣ ΕΥΣΕΙΝΟΥΠΟΛΕΩΣ <box>332 647 486 684</box>
headline-nicest: ΩΡΑΙΟΤΕΡΟΝ <box>1312 648 1577 703</box>
article-text: Ἐκ τούτου ἀπὸ τοῦ Ἀχμὲτ Σεχὴτ πασσᾶς ἐπειδὴ μετεβῇ εἰς Ρουμανίαν ἐκεῖ ἦλθον ἀπὸ τοῦ ἀνωτέρω Ρουμανικοῦ σκάφους ἐβγῆκεν, ὅπου ἐκβιβάζοντο εἰς τὸν ἐξ ὁρμῆς λιμένα τῆς παραλίας τῆς Κωνσταντινουπόλεως Ἀχμὲτ Δεκτέρμαν, μέλλων νὰ ἀποβιβασθῇ καὶ ἐνταῦθα ἐκ Κωνσταντινουπόλεως τὴν πρωΐαν τῆς ἐπιούσης, ὥραν 10. <box>6 1217 278 1333</box>
calendar-title: ΗΜΕΡΟΛΟΓΙΟΝ <box>14 187 270 218</box>
column-5 <box>1032 126 1266 1116</box>
headline-blood: ΜΟΛΥΝΣΙΣ ΤΟΥ ΑΙΜΑΤΟΣ <box>1343 131 1529 151</box>
headline-will: Η ΔΙΑΘΗΚΗ <box>329 1440 489 1479</box>
cashmere-headline: ΚΑΣΜΗΡΙΑ <box>1170 1754 1456 1825</box>
article-text: Ὁ ρήτωρ ἐν τῇ μυστικῇ ἀστυνομίᾳ τῶν Ἀνακτόρων διευθυντὴς ἀρχηγὸς καὶ τῶν ἐξέστησε τὸν Σουλτάνον περὶ μιᾶς συνωμοσίας πρὸς τὸν Ριζᾶ πασσᾶν καὶ ἔλαβε ἐντολὴν τοῦ Σουλτάνου, παρ' ᾧ ἐπέμενε ταχὺ ἐκλαμβάνον τὸ Πεἶρος ὡς πασσᾶδες ὑπηρεσία Σεχὴτ καὶ Ριζᾶ πασσᾶδων. <box>6 1080 278 1181</box>
divider <box>1062 461 1236 462</box>
article-text: Ὁ Ἐμμ. Δαμῆτος βλέπων ὅτι οἱ γονεῖς τῆς ἐκλεκτῆς του δὲν ἤνεον μὲ κανένα τρόπον νὰ τὸν συμπεθερευθῶσι, ἀπήγαγε ταύτην χθὲς τὴν πρωΐαν ἐκ τῆς οἰκίας της. Ἡ ἀστυνομία ἐπελήφθη. <box>290 1214 528 1287</box>
divider <box>16 668 268 670</box>
notice-text: Ἀδυνατοῦσα νὰ εὐχαριστήσω ἰδιαιτέρως καθ' ἕκαστον ἐπιδεικνύεντα ἐκτιμήσεως, σπεύδω διὰ τοῦ παρόντος νὰ ἐκφράσω τὴν ἄπειρον εὐγνωμοσύνην μου πρὸς πάντας τοὺς ὁπωσδήποτε συμμερισθέντας τὴν λύπην μου ἐπὶ τῷ πλήξαντί με συμφορᾷ τῆς ἀπωλείας τοῦ προσφιλοῦς μοι συζύγου Γεωργίου. <box>1032 489 1266 605</box>
advert-text: ἐκ καθαρωτάτου Νορβηγικοῦ ἐλαίου ἥπατος ὀνίσκου καὶ ὑποφωσφάτων τιτάνου καὶ σόδας. <box>1283 794 1589 821</box>
divider <box>570 450 744 451</box>
headline-romance: ΡΩΜΑΝΤΙΚΑΙ ΑΠΑΓΩΓΑΙ <box>347 831 471 880</box>
column-4 <box>786 126 1021 2180</box>
papadimitriou-name: Θ. ΠΑΠΑΔΗΜΗΤΡΙΟΥ <box>1165 1939 1461 1975</box>
headline-inspection: Η ΕΠΙΘΕΩΡΗΣΙΣ <box>828 960 979 986</box>
latest-designs: Νεωτάτων σχεδίων καὶ χρωματισμῶν <box>1167 1900 1459 1919</box>
notice-signature-title: Ἡ τεθλιμμένη σύζυγος <box>1118 610 1258 625</box>
article-text: Τὸ ἀπόγευμα τῆς χθὲς συνῆλθεν ἡ Ἰατρικὴ Σχολὴ καὶ ἀπεφάσισεν ὅπως κατατεθῇ στέφανος διὰ τοῦ κοσμήτορος αὐτῆς κ. Θ. Ζαΐμη, ὅστις καὶ θὰ προσφωνήσῃ τὸν νεκρόν. <box>540 1019 774 1091</box>
subhead-ministry: ΤΑ ΜΕΤΡΑ ΤΟΥ ΥΠΟΥΡΓΕΙΟΥ <box>808 1018 999 1033</box>
article-text: «Λησμονεῖ ὁ Τιττόνη, γράφει τὸ φύλλον τοῦτο, ὅτι τὸ ζήτημα τοῦ σιδηροδρόμου τοῦ Σαντζακίου ἐκανονίσθη διὰ τῆς συνθήκης τοῦ Βερολίνου καὶ ὅτι ἐπομένως οὐδεμίαν ἀντίζηλίαν ἔπρεπε νὰ ἐγείρῃ ἡ κατασκευή του εἰς μέρος μάλιστα συμμάχου χώρας. Ἡ Αὐστρία ἔχει τὸ δικαίωμα δυνάμει τῆς συνθήκης νὰ κατασκευάσῃ τὴν σιδηροδρομικὴν αὐτὴν γραμμὴν καὶ ἄνευ τῆς συγκαταθέσεως τῆς Πύλης.» <box>290 424 528 598</box>
funeral-siblings: Οἱ ἀδελφοὶ · Ἄννα Σωμάκη, Αἰμιλία Σέδλη, Δημήτριος Βρυζάκης, Κωνσταντῖνος Βρυζάκης, Κωνσταντῖνος Σέδλης, Αἰκατερίνη Δ. Βρυζάκη, Βιργινία Κ. Βρυζάκη. <box>1034 1015 1264 1086</box>
column-rule <box>533 128 535 2178</box>
article-text: Πρὸς τούτοις κληροδοτεῖ τρεῖς μετοχὰς τῆς Ἐθνικῆς Τραπέζης (11 1/2 περίπου χιλιάδας δραχμῶν) εἰς τὸν Σύλλογον «Παρνασσόν». <box>290 1913 528 1971</box>
headline-budget-sub: ΤΟΥ ΔΗΜΟΥ ΠΕΙΡΑΙΩΣ <box>26 401 258 421</box>
